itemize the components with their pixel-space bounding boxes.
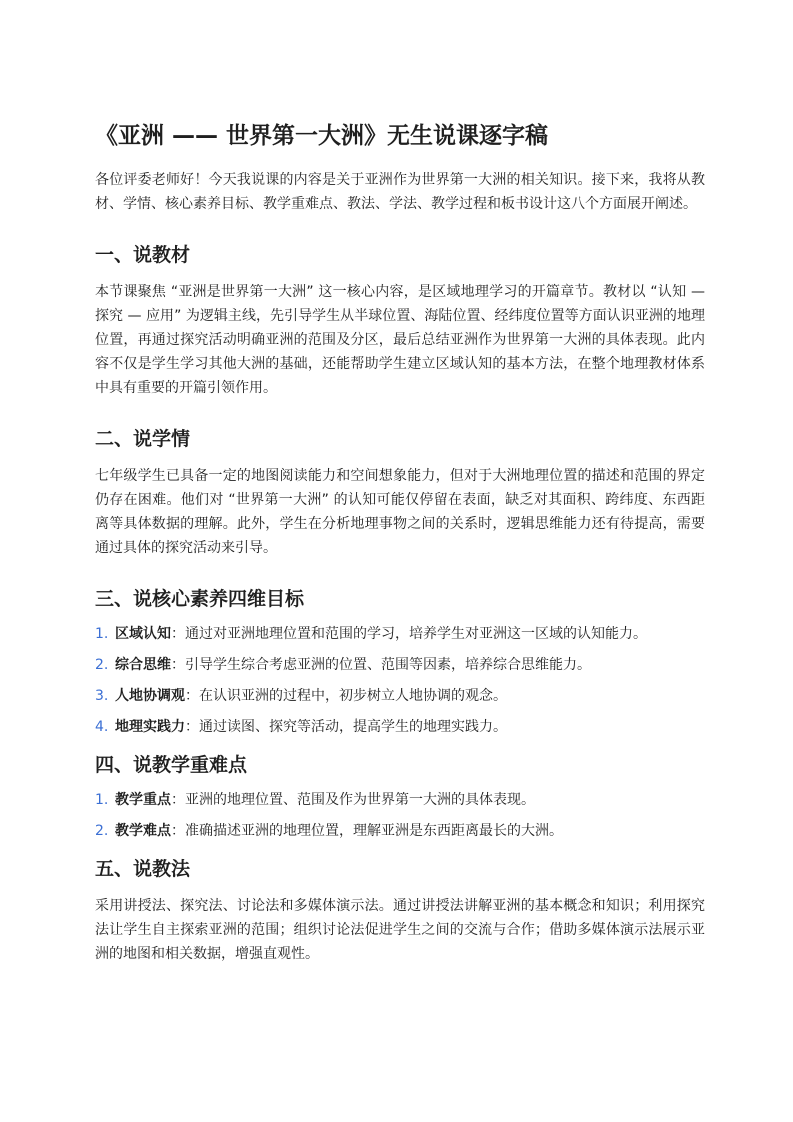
section-body-students: 七年级学生已具备一定的地图阅读能力和空间想象能力，但对于大洲地理位置的描述和范围的界定仍存在困难。他们对 “世界第一大洲” 的认知可能仅停留在表面，缺乏对其面积、跨纬度、东西距离等具体数据的理解。此外，学生在分析地理事物之间的关系时，逻辑思维能力还有待提高，需要通过具体的探究活动来引导。 <box>95 468 705 556</box>
list-text: 在认识亚洲的过程中，初步树立人地协调的观念。 <box>199 688 507 704</box>
section-body-teaching-methods: 采用讲授法、探究法、讨论法和多媒体演示法。通过讲授法讲解亚洲的基本概念和知识；利用探究法让学生自主探索亚洲的范围；组织讨论法促进学生之间的交流与合作；借助多媒体演示法展示亚洲的地图和相关数据，增强直观性。 <box>95 898 705 962</box>
list-item <box>95 655 705 675</box>
list-term: 综合思维 <box>115 657 171 673</box>
list-number: 3. <box>95 688 109 704</box>
document-page <box>95 118 705 966</box>
list-text: 亚洲的地理位置、范围及作为世界第一大洲的具体表现。 <box>185 792 535 808</box>
list-separator: ： <box>171 792 185 808</box>
list-term: 教学重点 <box>115 792 171 808</box>
list-text: 引导学生综合考虑亚洲的位置、范围等因素，培养综合思维能力。 <box>185 657 591 673</box>
list-item <box>95 717 705 737</box>
list-separator: ： <box>171 626 185 642</box>
list-item <box>95 790 705 810</box>
list-number: 4. <box>95 719 109 735</box>
section-heading-teaching-methods: 五、说教法 <box>95 858 191 880</box>
list-number: 1. <box>95 792 109 808</box>
list-item <box>95 686 705 706</box>
list-term: 教学难点 <box>115 823 171 839</box>
section-heading-key-points: 四、说教学重难点 <box>95 754 248 776</box>
list-term: 地理实践力 <box>115 719 185 735</box>
list-separator: ： <box>171 823 185 839</box>
list-term: 人地协调观 <box>115 688 185 704</box>
list-text: 准确描述亚洲的地理位置，理解亚洲是东西距离最长的大洲。 <box>185 823 563 839</box>
list-number: 2. <box>95 657 109 673</box>
list-item <box>95 821 705 841</box>
intro-paragraph: 各位评委老师好！今天我说课的内容是关于亚洲作为世界第一大洲的相关知识。接下来，我将从教材、学情、核心素养目标、教学重难点、教法、学法、教学过程和板书设计这八个方面展开阐述。 <box>95 172 705 212</box>
list-number: 2. <box>95 823 109 839</box>
list-number: 1. <box>95 626 109 642</box>
section-heading-objectives: 三、说核心素养四维目标 <box>95 588 305 610</box>
list-text: 通过读图、探究等活动，提高学生的地理实践力。 <box>199 719 507 735</box>
key-points-list <box>95 790 705 841</box>
list-separator: ： <box>185 688 199 704</box>
list-item <box>95 624 705 644</box>
section-body-textbook: 本节课聚焦 “亚洲是世界第一大洲” 这一核心内容，是区域地理学习的开篇章节。教材以 “认知 — 探究 — 应用” 为逻辑主线，先引导学生从半球位置、海陆位置、经纬度位置等方面认识亚洲的地理位置，再通过探究活动明确亚洲的范围及分区，最后总结亚洲作为世界第一大洲的具体表现。此内容不仅是学生学习其他大洲的基础，还能帮助学生建立区域认知的基本方法，在整个地理教材体系中具有重要的开篇引领作用。 <box>95 284 705 396</box>
section-heading-students: 二、说学情 <box>95 428 191 450</box>
list-separator: ： <box>171 657 185 673</box>
list-text: 通过对亚洲地理位置和范围的学习，培养学生对亚洲这一区域的认知能力。 <box>185 626 647 642</box>
document-title: 《亚洲 —— 世界第一大洲》无生说课逐字稿 <box>95 123 549 149</box>
list-separator: ： <box>185 719 199 735</box>
list-term: 区域认知 <box>115 626 171 642</box>
section-heading-textbook: 一、说教材 <box>95 244 191 266</box>
objectives-list <box>95 624 705 737</box>
